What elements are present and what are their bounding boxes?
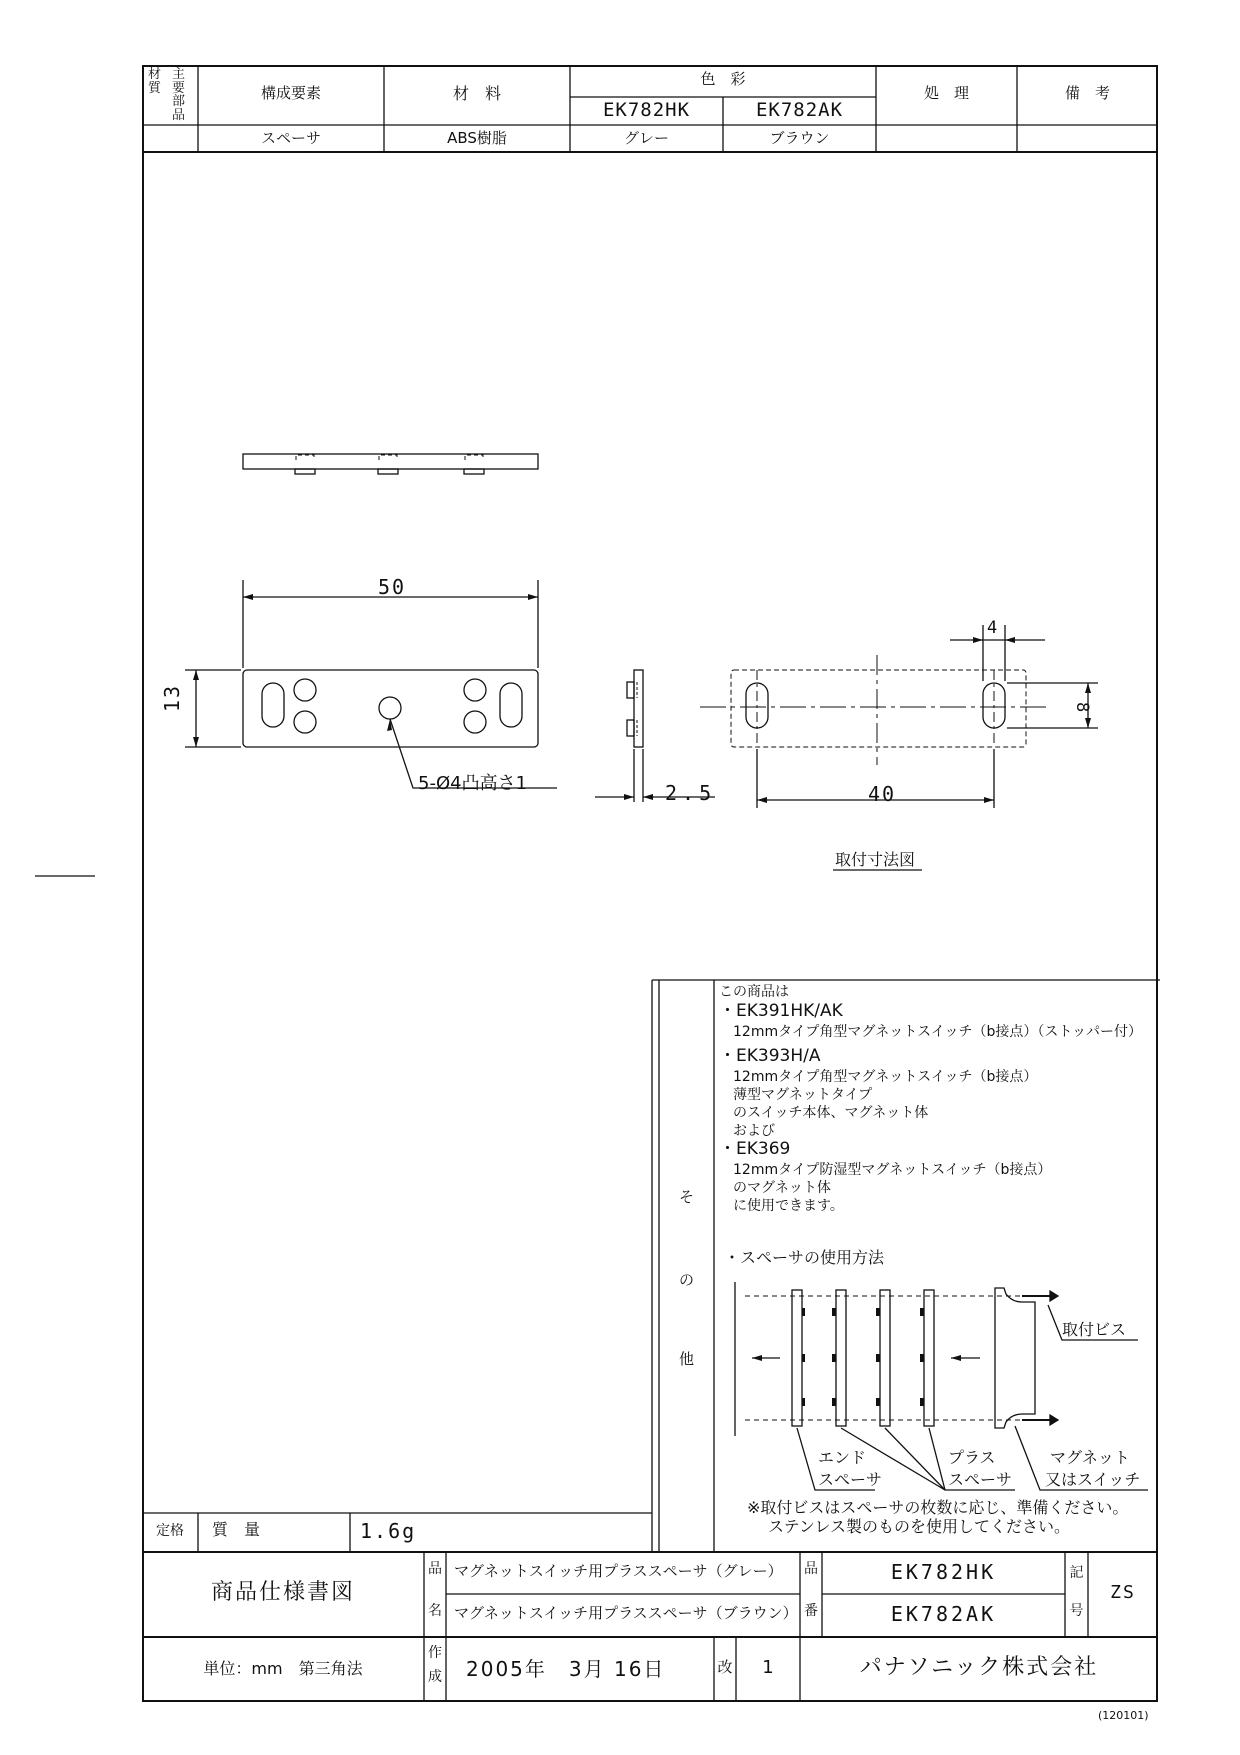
other-line-6: 薄型マグネットタイプ (719, 1087, 873, 1103)
label-screw: 取付ビス (1062, 1320, 1127, 1339)
other-line-10: 12mmタイプ防湿型マグネットスイッチ（b接点） (719, 1162, 1052, 1178)
mass-label: 質 量 (212, 1520, 261, 1539)
made-label-2: 成 (428, 1669, 442, 1685)
other-line-12: に使用できます。 (719, 1198, 844, 1214)
element-value: スペーサ (260, 129, 321, 147)
other-line-9: ・EK369 (719, 1139, 791, 1159)
label-magnet: マグネット (1050, 1448, 1130, 1467)
element-header: 構成要素 (260, 84, 321, 102)
rev-label: 改 (717, 1658, 733, 1676)
label-switch: 又はスイッチ (1045, 1470, 1141, 1489)
dim-length: 50 (378, 575, 407, 599)
side-label-1: そ (678, 1188, 694, 1206)
name-label-2: 名 (428, 1603, 442, 1619)
label-end: エンド (818, 1448, 867, 1467)
other-line-5: 12mmタイプ角型マグネットスイッチ（b接点） (719, 1069, 1038, 1085)
label-spacer-1: スペーサ (818, 1470, 883, 1489)
other-line-8: および (719, 1123, 775, 1139)
doc-title: 商品仕様書図 (210, 1580, 355, 1605)
mount-title: 取付寸法図 (835, 850, 916, 869)
dim-slot-height: 8 (1072, 702, 1092, 715)
other-line-3: 12mmタイプ角型マグネットスイッチ（b接点）（ストッパー付） (719, 1024, 1143, 1040)
side-label-2: の (678, 1271, 694, 1289)
mass-value: 1.6g (360, 1519, 417, 1543)
note-1: ※取付ビスはスペーサの枚数に応じ、準備ください。 (747, 1498, 1129, 1517)
rev-number: 1 (762, 1657, 774, 1678)
note-2: ステンレス製のものを使用してください。 (768, 1517, 1071, 1536)
treatment-header: 処 理 (923, 84, 969, 102)
sym-label-1: 記 (1069, 1565, 1084, 1581)
usage-title: ・スペーサの使用方法 (724, 1248, 885, 1267)
dim-thickness: 2.5 (665, 781, 717, 805)
sym-label-2: 号 (1069, 1603, 1084, 1619)
other-line-4: ・EK393H/A (719, 1046, 821, 1066)
color-value-a: グレー (623, 129, 669, 147)
product-no-2: EK782AK (890, 1602, 997, 1626)
other-line-2: ・EK391HK/AK (719, 1001, 843, 1021)
symbol: ZS (1110, 1582, 1136, 1603)
no-label-1: 品 (804, 1561, 818, 1577)
created-date: 2005年 3月 16日 (466, 1657, 666, 1681)
made-label-1: 作 (428, 1645, 442, 1661)
product-no-1: EK782HK (890, 1560, 997, 1584)
other-line-7: のスイッチ本体、マグネット体 (719, 1105, 929, 1121)
main-parts-label: 主要部品 (172, 67, 186, 123)
unit-note: 単位：mm 第三角法 (203, 1659, 363, 1678)
color-value-b: ブラウン (769, 129, 830, 147)
color-header-b: EK782AK (755, 99, 844, 121)
material-header: 材 料 (452, 84, 501, 103)
no-label-2: 番 (804, 1603, 818, 1619)
rating-label: 定格 (156, 1523, 184, 1539)
footer-code: (120101) (1098, 1709, 1149, 1722)
color-header: 色 彩 (700, 70, 746, 88)
material-label: 材質 (148, 67, 162, 96)
dim-boss-note: 5-Ø4凸高さ1 (418, 773, 528, 794)
side-label-3: 他 (678, 1350, 694, 1368)
product-name-2: マグネットスイッチ用プラススペーサ（ブラウン） (454, 1604, 798, 1622)
product-name-1: マグネットスイッチ用プラススペーサ（グレー） (454, 1562, 783, 1580)
remarks-header: 備 考 (1064, 84, 1110, 102)
dim-slot-width: 4 (987, 618, 1000, 638)
other-line-11: のマグネット体 (719, 1180, 831, 1196)
dim-pitch: 40 (868, 782, 897, 806)
name-label-1: 品 (428, 1561, 442, 1577)
other-line-1: この商品は (719, 984, 789, 1000)
label-spacer-2: スペーサ (948, 1470, 1013, 1489)
company-name: パナソニック株式会社 (859, 1655, 1099, 1680)
material-value: ABS樹脂 (447, 129, 507, 147)
color-header-a: EK782HK (602, 99, 691, 121)
label-plus: プラス (948, 1448, 996, 1467)
dim-height: 13 (160, 683, 184, 712)
